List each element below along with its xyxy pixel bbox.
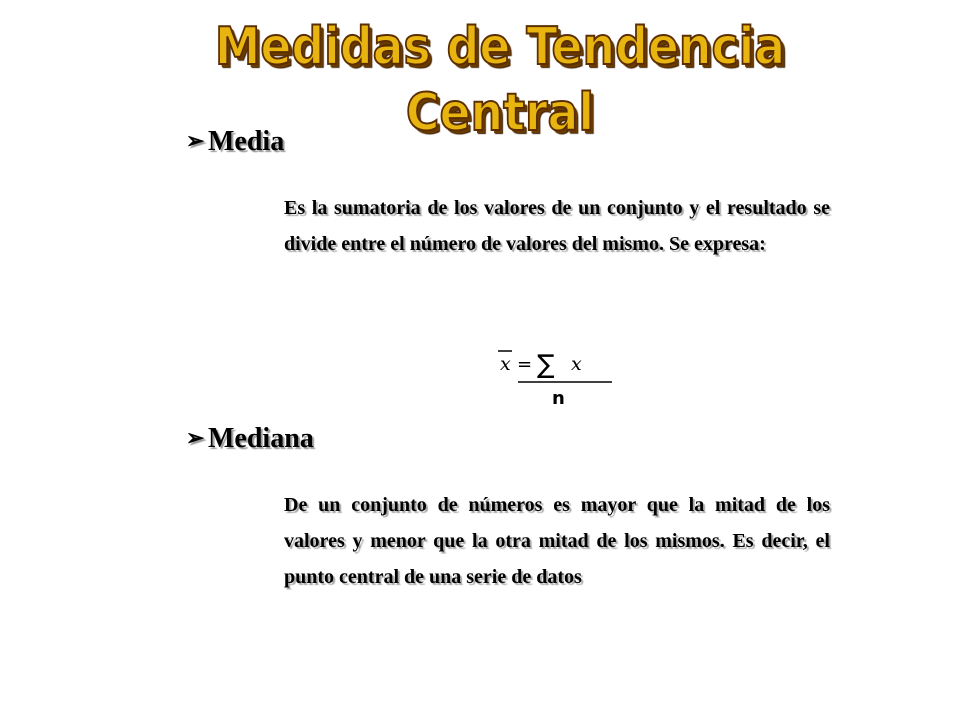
slide-title: Medidas de Tendencia Central: [214, 17, 786, 143]
arrow-bullet-icon: ➢: [186, 128, 205, 153]
mediana-definition: De un conjunto de números es mayor que la mitad de los valores y menor que la otra mitad de los mismos. Es decir, el punto central de una serie de datos: [284, 494, 830, 588]
section-heading-mediana-label: Mediana: [208, 423, 314, 454]
mean-formula: [490, 340, 620, 410]
formula-denominator: n: [552, 388, 565, 409]
summation-icon: ∑: [537, 350, 555, 380]
section-heading-media-label: Media: [208, 126, 285, 157]
media-definition: Es la sumatoria de los valores de un conjunto y el resultado se divide entre el número de valores del mismo. Se expresa:: [284, 197, 830, 255]
section-heading-mediana: [186, 421, 314, 456]
section-heading-media: [186, 124, 284, 159]
formula-equals: =: [517, 354, 533, 375]
formula-x-bar: x: [500, 353, 511, 375]
arrow-bullet-icon: ➢: [186, 425, 205, 450]
formula-x-numerator: x: [571, 353, 582, 375]
